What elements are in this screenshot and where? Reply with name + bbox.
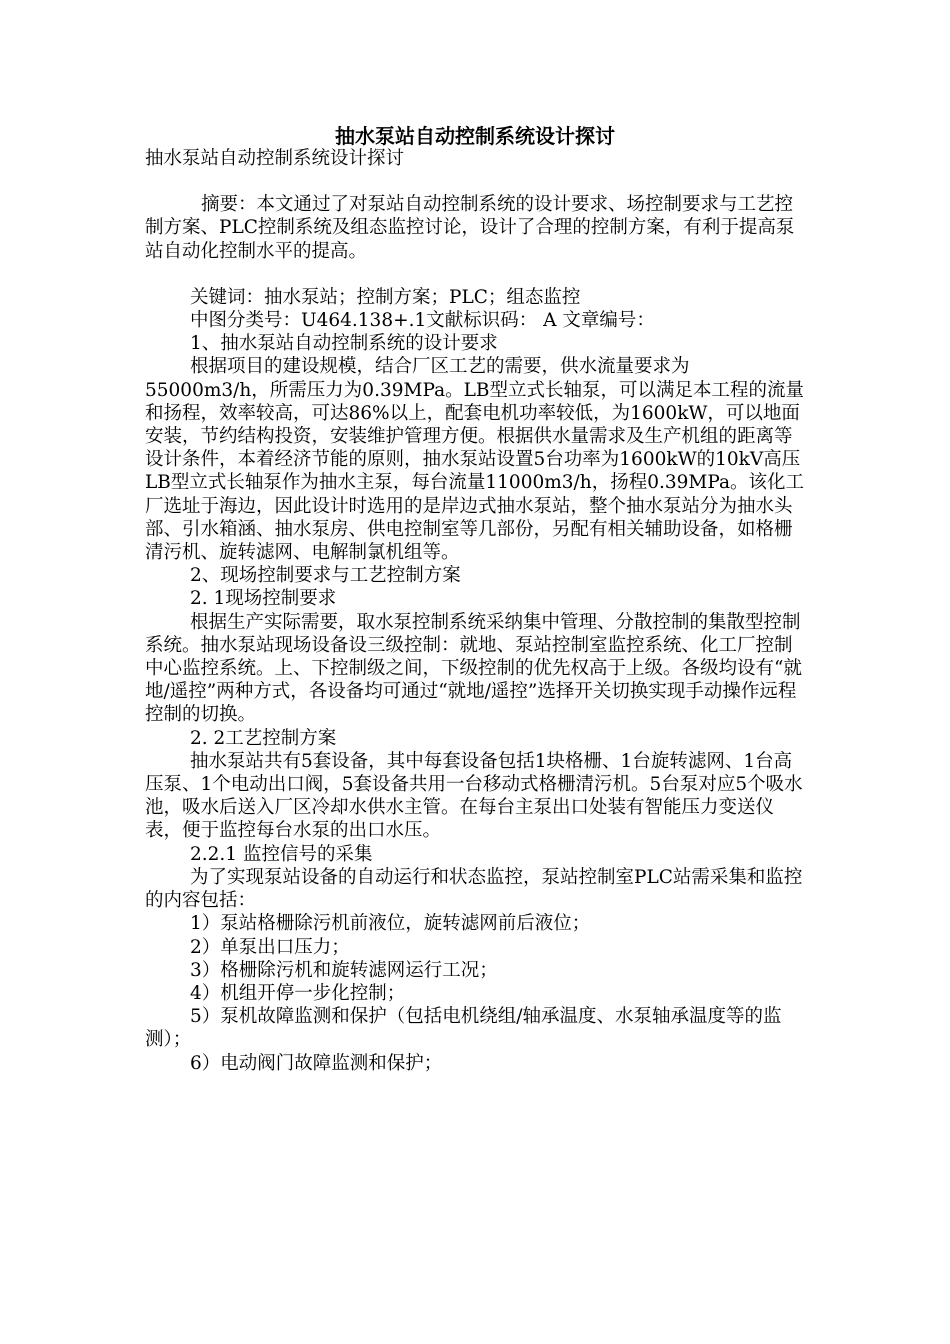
- document-body: [145, 147, 810, 1075]
- document-title: 抽水泵站自动控制系统设计探讨: [335, 124, 615, 148]
- section-2-2-1-paragraph: 为了实现泵站设备的自动运行和状态监控，泵站控制室PLC站需采集和监控的内容包括：: [145, 866, 803, 912]
- list-item: 6）电动阀门故障监测和保护；: [190, 1052, 443, 1074]
- list-item: 4）机组开停一步化控制；: [190, 982, 406, 1004]
- section-1-heading: 1、抽水泵站自动控制系统的设计要求: [190, 333, 498, 355]
- section-2-2-1-heading: 2.2.1 监控信号的采集: [190, 843, 373, 865]
- section-2-1-paragraph: 根据生产实际需要，取水泵控制系统采纳集中管理、分散控制的集散型控制系统。抽水泵站现场设备设三级控制：就地、泵站控制室监控系统、化工厂控制中心监控系统。上、下控制级之间，下级控制的优先权高于上级。各级均设有“就地/遥控”两种方式，各设备均可通过“就地/遥控”选择开关切换实现手动操作远程控制的切换。: [145, 611, 802, 726]
- spacer: [145, 170, 810, 193]
- list-item: 1）泵站格栅除污机前液位，旋转滤网前后液位；: [190, 913, 591, 935]
- section-2-2-heading: 2. 2工艺控制方案: [190, 727, 337, 749]
- spacer: [145, 263, 810, 286]
- section-1-paragraph: 根据项目的建设规模，结合厂区工艺的需要，供水流量要求为55000m3/h，所需压力为0.39MPa。LB型立式长轴泵，可以满足本工程的流量和扬程，效率较高，可达86%以上，配套电机功率较低，为1600kW，可以地面安装，节约结构投资，安装维护管理方便。根据供水量需求及生产机组的距离等设计条件，本着经济节能的原则，抽水泵站设置5台功率为1600kW的10kV高压LB型立式长轴泵作为抽水主泵，每台流量11000m3/h，扬程0.39MPa。该化工厂选址于海边，因此设计时选用的是岸边式抽水泵站，整个抽水泵站分为抽水头部、引水箱涵、抽水泵房、供电控制室等几部份，另配有相关辅助设备，如格栅清污机、旋转滤网、电解制氯机组等。: [145, 356, 804, 564]
- section-2-2-paragraph: 抽水泵站共有5套设备，其中每套设备包括1块格栅、1台旋转滤网、1台高压泵、1个电动出口阀，5套设备共用一台移动式格栅清污机。5台泵对应5个吸水池，吸水后送入厂区冷却水供水主管。在每台主泵出口处装有智能压力变送仪表，便于监控每台水泵的出口水压。: [145, 750, 803, 842]
- list-item: 3）格栅除污机和旋转滤网运行工况；: [190, 959, 498, 981]
- section-2-1-heading: 2. 1现场控制要求: [190, 588, 337, 610]
- classification-line: 中图分类号：U464.138+.1文献标识码： A 文章编号：: [190, 310, 655, 332]
- list-item: 5）泵机故障监测和保护（包括电机绕组/轴承温度、水泵轴承温度等的监测）；: [145, 1006, 782, 1051]
- abstract-paragraph: 摘要：本文通过了对泵站自动控制系统的设计要求、场控制要求与工艺控制方案、PLC控制系统及组态监控讨论，设计了合理的控制方案，有利于提高泵站自动化控制水平的提高。: [145, 194, 795, 262]
- document-subtitle: 抽水泵站自动控制系统设计探讨: [145, 148, 405, 169]
- keywords-line: 关键词：抽水泵站；控制方案；PLC；组态监控: [190, 286, 581, 308]
- section-2-heading: 2、现场控制要求与工艺控制方案: [190, 565, 461, 587]
- list-item: 2）单泵出口压力；: [190, 936, 350, 958]
